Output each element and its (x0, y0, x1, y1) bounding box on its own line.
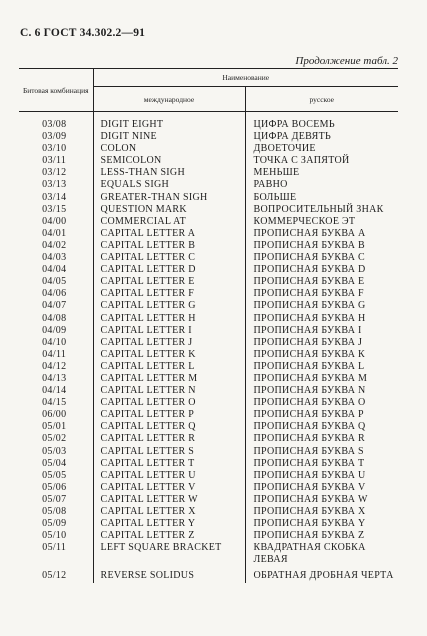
table-row (19, 446, 398, 458)
russian-name-cell: ПРОПИСНАЯ БУКВА W (245, 494, 398, 506)
russian-name-cell: ЦИФРА ВОСЕМЬ (245, 112, 398, 132)
international-name-cell: CAPITAL LETTER A (93, 228, 245, 240)
code-cell: 04/12 (42, 360, 67, 372)
table-row (19, 264, 398, 276)
table-row (19, 228, 398, 240)
russian-name-cell: ПРОПИСНАЯ БУКВА О (245, 397, 398, 409)
russian-name-cell: ПРОПИСНАЯ БУКВА S (245, 446, 398, 458)
international-name-cell: CAPITAL LETTER Q (93, 421, 245, 433)
international-name-cell: CAPITAL LETTER V (93, 482, 245, 494)
table-row (19, 112, 398, 132)
code-cell: 03/09 (42, 131, 67, 143)
code-cell: 05/04 (42, 457, 67, 469)
table-row (19, 421, 398, 433)
table-row (19, 313, 398, 325)
international-name-cell: DIGIT NINE (93, 131, 245, 143)
international-name-cell: COLON (93, 143, 245, 155)
table-row (19, 155, 398, 167)
code-cell: 05/09 (42, 518, 67, 530)
russian-name-cell: ПРОПИСНАЯ БУКВА Y (245, 518, 398, 530)
code-cell: 03/08 (42, 119, 67, 130)
russian-name-cell: ПРОПИСНАЯ БУКВА Q (245, 421, 398, 433)
table-row (19, 349, 398, 361)
table-body (19, 112, 398, 583)
russian-name-cell: ПРОПИСНАЯ БУКВА Х (245, 506, 398, 518)
table-row (19, 131, 398, 143)
table-row (19, 409, 398, 421)
russian-name-cell: ВОПРОСИТЕЛЬНЫЙ ЗНАК (245, 204, 398, 216)
table-row (19, 482, 398, 494)
international-name-cell: CAPITAL LETTER Z (93, 530, 245, 542)
code-cell: 04/00 (42, 215, 67, 227)
international-name-cell: QUESTION MARK (93, 204, 245, 216)
code-cell: 03/10 (42, 143, 67, 155)
russian-name-cell: ПРОПИСНАЯ БУКВА D (245, 264, 398, 276)
code-cell: 05/02 (42, 433, 67, 445)
russian-name-cell: ПРОПИСНАЯ БУКВА Т (245, 458, 398, 470)
international-name-cell: CAPITAL LETTER U (93, 470, 245, 482)
russian-name-cell: ОБРАТНАЯ ДРОБНАЯ ЧЕРТА (245, 566, 398, 582)
russian-name-cell: КОММЕРЧЕСКОЕ ЭТ (245, 216, 398, 228)
international-name-cell: CAPITAL LETTER Y (93, 518, 245, 530)
code-cell: 05/11 (42, 542, 67, 554)
table-row (19, 470, 398, 482)
table-row (19, 179, 398, 191)
russian-name-cell: ДВОЕТОЧИЕ (245, 143, 398, 155)
table-row (19, 325, 398, 337)
code-cell: 04/14 (42, 385, 67, 397)
international-name-cell: CAPITAL LETTER X (93, 506, 245, 518)
table-row (19, 458, 398, 470)
code-cell: 04/05 (42, 276, 67, 288)
russian-name-cell: ПРОПИСНАЯ БУКВА В (245, 240, 398, 252)
russian-name-cell: ПРОПИСНАЯ БУКВА R (245, 433, 398, 445)
international-name-cell: COMMERCIAL AT (93, 216, 245, 228)
table-row (19, 506, 398, 518)
russian-name-cell: ПРОПИСНАЯ БУКВА G (245, 300, 398, 312)
code-cell: 03/11 (42, 155, 67, 167)
international-name-cell: CAPITAL LETTER G (93, 300, 245, 312)
table-row (19, 252, 398, 264)
header-bit-combination: Битовая комбинация (19, 69, 93, 112)
code-cell: 04/10 (42, 336, 67, 348)
international-name-cell: CAPITAL LETTER D (93, 264, 245, 276)
table-row (19, 385, 398, 397)
russian-name-cell: ПРОПИСНАЯ БУКВА С (245, 252, 398, 264)
table-row (19, 167, 398, 179)
international-name-cell: CAPITAL LETTER T (93, 458, 245, 470)
code-cell: 04/07 (42, 300, 67, 312)
table-row (19, 494, 398, 506)
code-cell: 04/11 (42, 348, 67, 360)
code-cell: 05/10 (42, 530, 67, 542)
table-row (19, 143, 398, 155)
header-name-group: Наименование (93, 69, 398, 87)
table-row (19, 433, 398, 445)
international-name-cell: CAPITAL LETTER N (93, 385, 245, 397)
international-name-cell: CAPITAL LETTER B (93, 240, 245, 252)
russian-name-cell: ПРОПИСНАЯ БУКВА I (245, 325, 398, 337)
international-name-cell: CAPITAL LETTER E (93, 276, 245, 288)
table-row (19, 373, 398, 385)
table-row (19, 300, 398, 312)
international-name-cell: CAPITAL LETTER C (93, 252, 245, 264)
russian-name-cell: ПРОПИСНАЯ БУКВА J (245, 337, 398, 349)
code-cell: 04/08 (42, 312, 67, 324)
russian-name-cell: ПРОПИСНАЯ БУКВА F (245, 288, 398, 300)
code-cell: 04/09 (42, 324, 67, 336)
table-continuation-label: Продолжение табл. 2 (295, 55, 398, 67)
international-name-cell: CAPITAL LETTER H (93, 313, 245, 325)
russian-name-cell: ПРОПИСНАЯ БУКВА Н (245, 313, 398, 325)
international-name-cell: CAPITAL LETTER M (93, 373, 245, 385)
international-name-cell: CAPITAL LETTER I (93, 325, 245, 337)
russian-name-cell: ЦИФРА ДЕВЯТЬ (245, 131, 398, 143)
russian-name-cell: ТОЧКА С ЗАПЯТОЙ (245, 155, 398, 167)
header-international: международное (93, 87, 245, 112)
russian-name-cell: ПРОПИСНАЯ БУКВА М (245, 373, 398, 385)
table-row (19, 566, 398, 582)
international-name-cell: CAPITAL LETTER O (93, 397, 245, 409)
code-cell: 05/05 (42, 469, 67, 481)
code-cell: 03/13 (42, 179, 67, 191)
header-russian: русское (245, 87, 398, 112)
russian-name-cell: БОЛЬШЕ (245, 192, 398, 204)
code-cell: 05/12 (42, 570, 67, 582)
code-cell: 06/00 (42, 409, 67, 421)
code-cell: 05/07 (42, 493, 67, 505)
russian-name-cell: ПРОПИСНАЯ БУКВА Р (245, 409, 398, 421)
international-name-cell: LESS-THAN SIGH (93, 167, 245, 179)
international-name-cell: GREATER-THAN SIGH (93, 192, 245, 204)
table-row (19, 337, 398, 349)
international-name-cell: CAPITAL LETTER F (93, 288, 245, 300)
table-row (19, 276, 398, 288)
code-cell: 05/03 (42, 445, 67, 457)
russian-name-cell: ПРОПИСНАЯ БУКВА U (245, 470, 398, 482)
russian-name-cell: РАВНО (245, 179, 398, 191)
table-row (19, 542, 398, 566)
code-cell: 03/15 (42, 203, 67, 215)
code-cell: 04/06 (42, 288, 67, 300)
russian-name-cell: КВАДРАТНАЯ СКОБКА ЛЕВАЯ (245, 542, 398, 566)
table-row (19, 192, 398, 204)
code-cell: 05/08 (42, 506, 67, 517)
russian-name-cell: ПРОПИСНАЯ БУКВА А (245, 228, 398, 240)
russian-name-cell: ПРОПИСНАЯ БУКВА Е (245, 276, 398, 288)
code-cell: 04/01 (42, 227, 67, 239)
table-row (19, 216, 398, 228)
russian-name-cell: МЕНЬШЕ (245, 167, 398, 179)
international-name-cell: CAPITAL LETTER K (93, 349, 245, 361)
international-name-cell: SEMICOLON (93, 155, 245, 167)
russian-name-cell: ПРОПИСНАЯ БУКВА N (245, 385, 398, 397)
international-name-cell: CAPITAL LETTER L (93, 361, 245, 373)
code-cell: 05/01 (42, 421, 67, 433)
international-name-cell: CAPITAL LETTER S (93, 446, 245, 458)
international-name-cell: REVERSE SOLIDUS (93, 566, 245, 582)
russian-name-cell: ПРОПИСНАЯ БУКВА Z (245, 530, 398, 542)
international-name-cell: CAPITAL LETTER W (93, 494, 245, 506)
international-name-cell: LEFT SQUARE BRACKET (93, 542, 245, 566)
table-row (19, 240, 398, 252)
table-row (19, 397, 398, 409)
international-name-cell: EQUALS SIGH (93, 179, 245, 191)
page-header: С. 6 ГОСТ 34.302.2—91 (20, 27, 146, 39)
code-cell: 04/03 (42, 252, 67, 264)
code-cell: 03/12 (42, 167, 67, 179)
code-cell: 03/14 (42, 191, 67, 203)
international-name-cell: CAPITAL LETTER P (93, 409, 245, 421)
russian-name-cell: ПРОПИСНАЯ БУКВА К (245, 349, 398, 361)
code-cell: 04/15 (42, 397, 67, 409)
table-row (19, 518, 398, 530)
russian-name-cell: ПРОПИСНАЯ БУКВА L (245, 361, 398, 373)
table-row (19, 361, 398, 373)
table-row (19, 530, 398, 542)
table-row (19, 288, 398, 300)
code-cell: 04/13 (42, 372, 67, 384)
international-name-cell: CAPITAL LETTER J (93, 337, 245, 349)
code-cell: 04/02 (42, 239, 67, 251)
table-row (19, 204, 398, 216)
code-cell: 05/06 (42, 481, 67, 493)
international-name-cell: CAPITAL LETTER R (93, 433, 245, 445)
code-table (19, 68, 398, 583)
international-name-cell: DIGIT EIGHT (93, 112, 245, 132)
code-cell: 04/04 (42, 264, 67, 276)
russian-name-cell: ПРОПИСНАЯ БУКВА V (245, 482, 398, 494)
